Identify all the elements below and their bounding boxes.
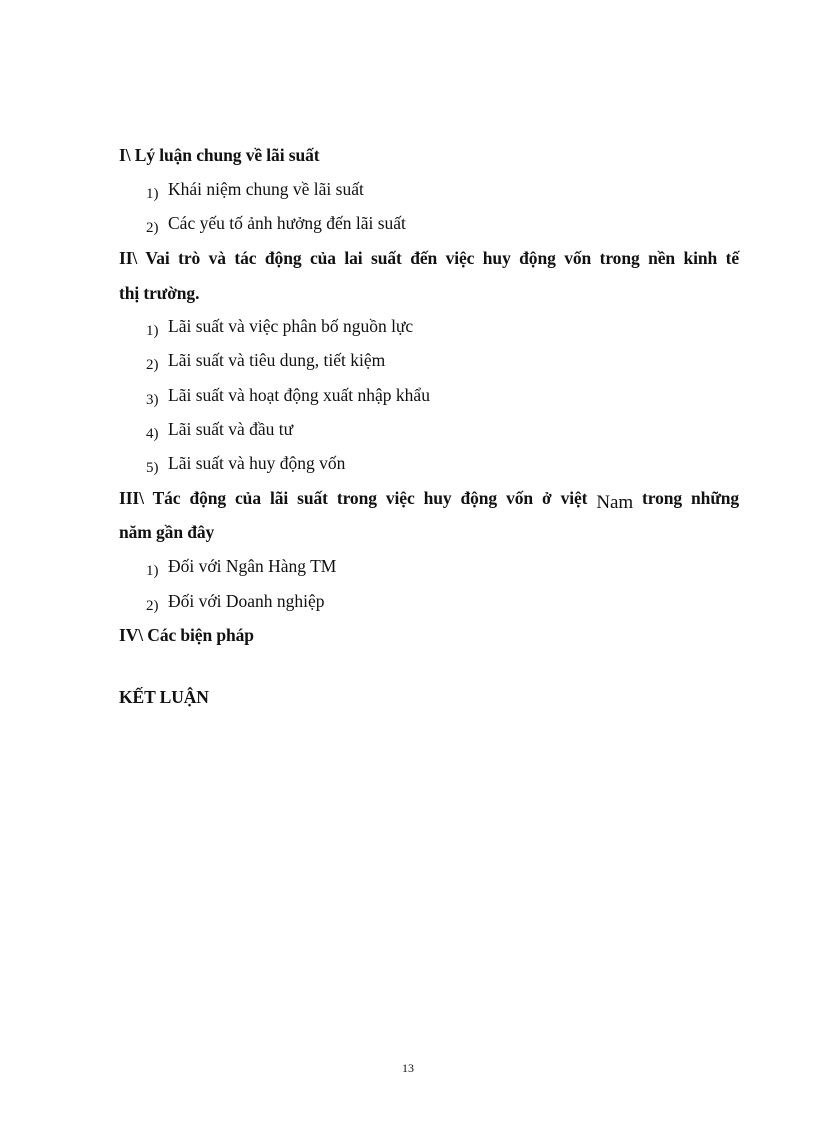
list-item-number: 5) — [146, 460, 159, 476]
list-item-number: 2) — [146, 598, 159, 614]
list-item-text: Khái niệm chung về lãi suất — [168, 179, 364, 199]
section-2-heading-line2: thị trường. — [119, 283, 200, 303]
list-item — [146, 350, 385, 372]
section-3-heading-part-b: trong những — [633, 488, 739, 508]
list-item-text: Lãi suất và huy động vốn — [168, 453, 346, 473]
list-item-number: 1) — [146, 563, 159, 579]
list-item-text: Đối với Doanh nghiệp — [168, 591, 325, 611]
conclusion-heading: KẾT LUẬN — [119, 687, 209, 707]
section-3-heading-part-a: III\ Tác động của lãi suất trong việc huy động vốn ở việt — [119, 488, 597, 508]
section-3-heading-line1 — [119, 488, 739, 513]
page-number: 13 — [402, 1061, 414, 1075]
list-item — [146, 591, 325, 613]
list-item — [146, 556, 336, 578]
list-item-text: Lãi suất và việc phân bố nguồn lực — [168, 316, 414, 336]
list-item — [146, 213, 406, 235]
list-item-number: 2) — [146, 220, 159, 236]
list-item-text: Các yếu tố ảnh hưởng đến lãi suất — [168, 213, 406, 233]
list-item-number: 2) — [146, 357, 159, 373]
section-3-heading-nam: Nam — [596, 492, 634, 513]
list-item-number: 3) — [146, 392, 159, 408]
list-item — [146, 179, 364, 201]
list-item-number: 1) — [146, 323, 159, 339]
list-item-text: Lãi suất và hoạt động xuất nhập khẩu — [168, 385, 430, 405]
list-item-number: 4) — [146, 426, 159, 442]
list-item — [146, 316, 413, 338]
list-item-text: Lãi suất và đầu tư — [168, 419, 294, 439]
section-2-heading-line1: II\ Vai trò và tác động của lai suất đến việc huy động vốn trong nền kinh tế — [119, 248, 739, 268]
list-item — [146, 385, 430, 407]
section-1-heading: I\ Lý luận chung về lãi suất — [119, 145, 320, 165]
list-item-text: Lãi suất và tiêu dung, tiết kiệm — [168, 350, 386, 370]
list-item — [146, 419, 293, 441]
list-item-text: Đối với Ngân Hàng TM — [168, 556, 337, 576]
section-3-heading-line2: năm gần đây — [119, 522, 215, 542]
list-item — [146, 453, 345, 475]
list-item-number: 1) — [146, 186, 159, 202]
section-4-heading: IV\ Các biện pháp — [119, 625, 254, 645]
